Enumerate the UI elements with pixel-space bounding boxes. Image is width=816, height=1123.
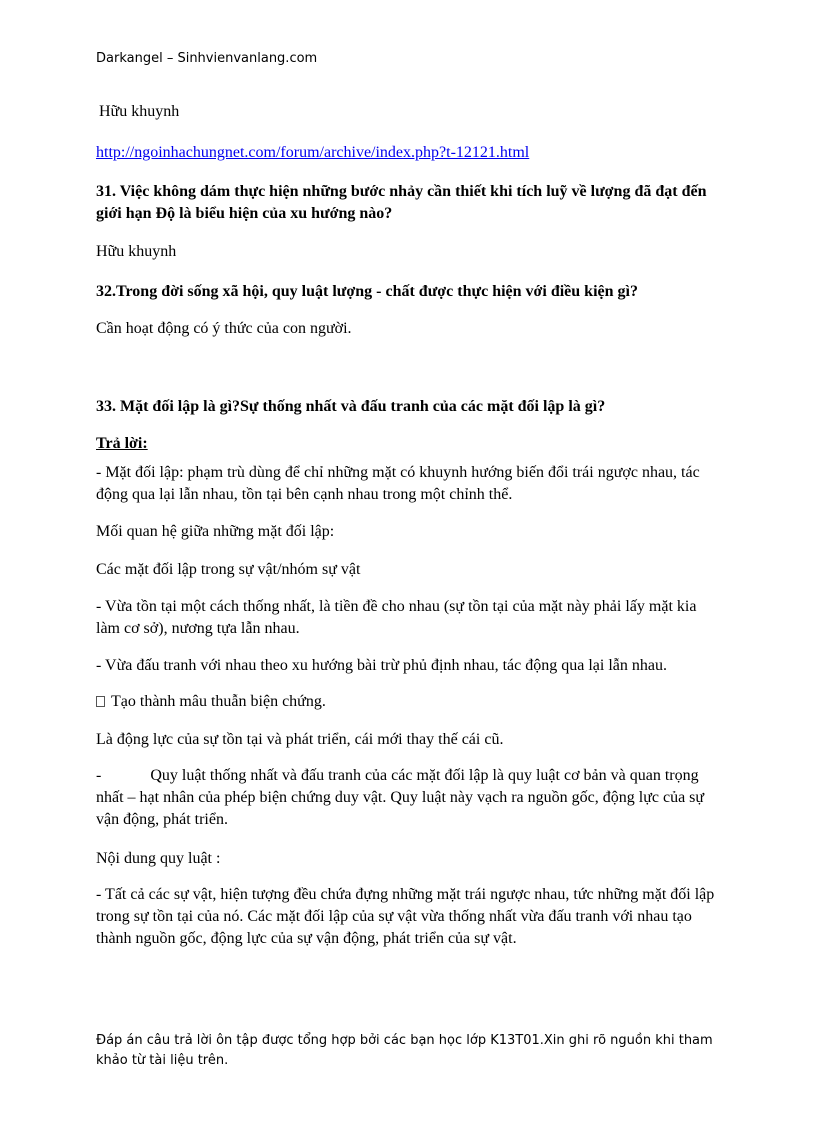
source-link[interactable]: http://ngoinhachungnet.com/forum/archive/index.php?t-12121.html: [96, 144, 530, 161]
missing-glyph-icon: [96, 696, 105, 707]
paragraph-contradiction: Tạo thành mâu thuẫn biện chứng.: [111, 693, 326, 710]
answer-32: Cần hoạt động có ý thức của con người.: [96, 320, 352, 337]
question-32: 32.Trong đời sống xã hội, quy luật lượng - chất được thực hiện với điều kiện gì?: [96, 283, 638, 300]
page-footer: Đáp án câu trả lời ôn tập được tổng hợp bởi các bạn học lớp K13T01.Xin ghi rõ nguồn khi tham khảo từ tài liệu trên.: [96, 1033, 713, 1068]
paragraph-opposites-in-things: Các mặt đối lập trong sự vật/nhóm sự vật: [96, 561, 361, 578]
paragraph-driving-force: Là động lực của sự tồn tại và phát triển, cái mới thay thế cái cũ.: [96, 731, 504, 748]
paragraph-opposite-definition: - Mặt đối lập: phạm trù dùng để chỉ những mặt có khuynh hướng biến đổi trái ngược nhau, tác động qua lại lẫn nhau, tồn tại bên cạnh nhau trong một chỉnh thể.: [96, 464, 700, 503]
paragraph-law-statement: Quy luật thống nhất và đấu tranh của các mặt đối lập là quy luật cơ bản và quan trọng nhất – hạt nhân của phép biện chứng duy vật. Quy luật này vạch ra nguồn gốc, động lực của sự vận động, phát triển.: [96, 767, 705, 828]
paragraph-law-content-heading: Nội dung quy luật :: [96, 850, 221, 867]
paragraph-law-content: - Tất cả các sự vật, hiện tượng đều chứa đựng những mặt trái ngược nhau, tức những mặt đối lập trong sự tồn tại của nó. Các mặt đối lập của sự vật vừa thống nhất vừa đấu tranh với nhau tạo thành nguồn gốc, động lực của sự vận động, phát triển của sự vật.: [96, 886, 715, 947]
list-dash: -: [96, 767, 102, 784]
answer-label: Trả lời:: [96, 435, 148, 452]
page-header: Darkangel – Sinhvienvanlang.com: [96, 51, 318, 66]
question-33: 33. Mặt đối lập là gì?Sự thống nhất và đấu tranh của các mặt đối lập là gì?: [96, 398, 606, 415]
answer-31: Hữu khuynh: [96, 243, 177, 260]
question-31: 31. Việc không dám thực hiện những bước nhảy cần thiết khi tích luỹ về lượng đã đạt đến giới hạn Độ là biểu hiện của xu hướng nào?: [96, 183, 707, 222]
answer-30-text: Hữu khuynh: [99, 103, 180, 120]
paragraph-relation-heading: Mối quan hệ giữa những mặt đối lập:: [96, 523, 335, 540]
paragraph-unity: - Vừa tồn tại một cách thống nhất, là tiền đề cho nhau (sự tồn tại của mặt này phải lấy mặt kia làm cơ sở), nương tựa lẫn nhau.: [96, 598, 697, 637]
paragraph-struggle: - Vừa đấu tranh với nhau theo xu hướng bài trừ phủ định nhau, tác động qua lại lẫn nhau.: [96, 657, 667, 674]
